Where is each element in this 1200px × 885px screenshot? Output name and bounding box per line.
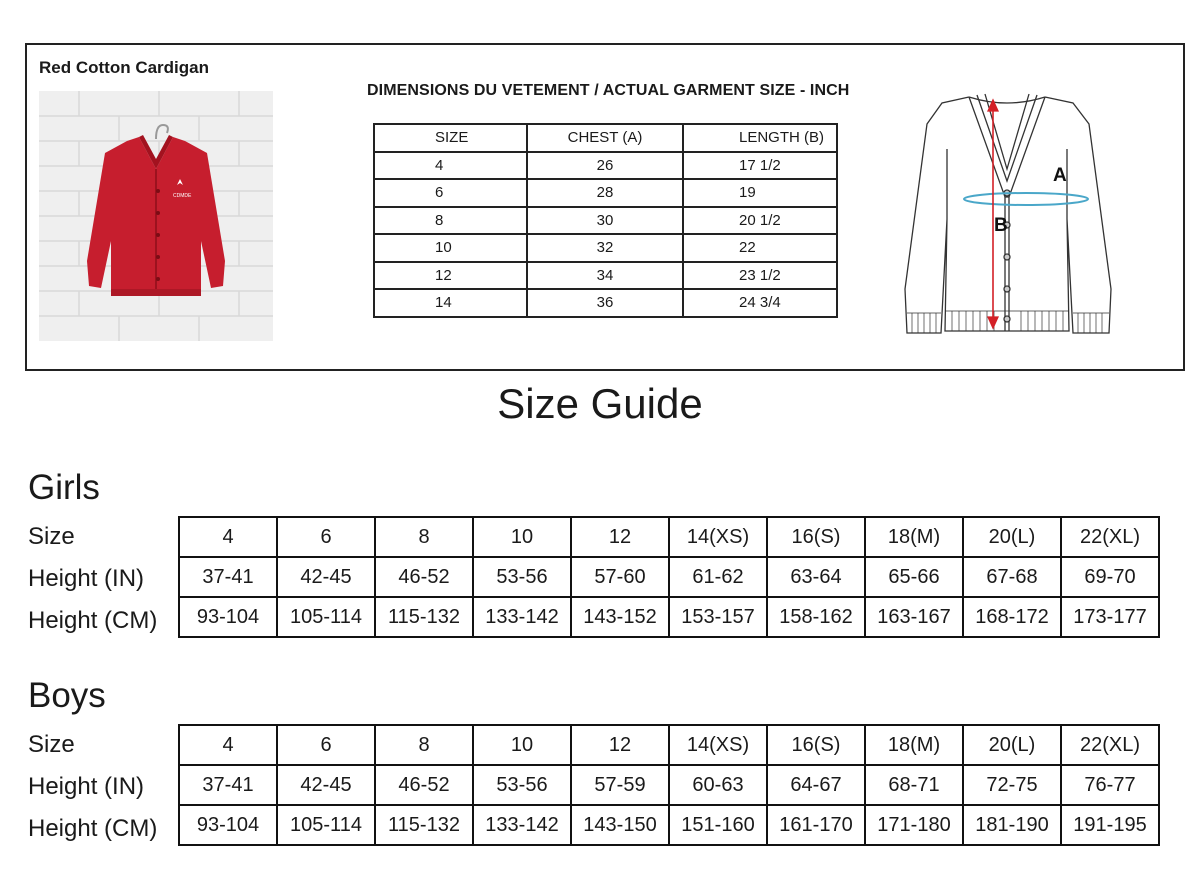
size-cell: 10 (473, 517, 571, 557)
table-row (179, 597, 1159, 637)
length-cell: 23 1/2 (683, 262, 837, 290)
length-cell: 19 (683, 179, 837, 207)
row-label-size: Size (28, 523, 75, 550)
size-cell: 18(M) (865, 517, 963, 557)
table-row (374, 152, 837, 180)
table-row (179, 725, 1159, 765)
height-in-cell: 57-59 (571, 765, 669, 805)
size-cell: 12 (571, 725, 669, 765)
label-a: A (1053, 165, 1067, 186)
height-cm-cell: 191-195 (1061, 805, 1159, 845)
height-cm-cell: 133-142 (473, 805, 571, 845)
cardigan-measurement-diagram (897, 89, 1117, 339)
row-label-height-in: Height (IN) (28, 565, 145, 592)
height-in-cell: 37-41 (179, 557, 277, 597)
table-row (374, 262, 837, 290)
size-cell: 12 (374, 262, 527, 290)
height-in-cell: 42-45 (277, 765, 375, 805)
height-cm-cell: 158-162 (767, 597, 865, 637)
chest-cell: 34 (527, 262, 683, 290)
height-in-cell: 53-56 (473, 557, 571, 597)
length-cell: 24 3/4 (683, 289, 837, 317)
label-b: B (994, 215, 1008, 236)
logo-text: CDMDE (173, 193, 192, 199)
height-cm-cell: 93-104 (179, 805, 277, 845)
height-in-cell: 63-64 (767, 557, 865, 597)
size-cell: 6 (277, 517, 375, 557)
size-cell: 8 (375, 517, 473, 557)
height-cm-cell: 133-142 (473, 597, 571, 637)
height-cm-cell: 153-157 (669, 597, 767, 637)
height-cm-cell: 168-172 (963, 597, 1061, 637)
size-cell: 20(L) (963, 517, 1061, 557)
height-in-cell: 68-71 (865, 765, 963, 805)
row-label-height-cm: Height (CM) (28, 607, 158, 634)
size-cell: 6 (374, 179, 527, 207)
height-in-cell: 37-41 (179, 765, 277, 805)
size-cell: 16(S) (767, 517, 865, 557)
table-row (179, 805, 1159, 845)
height-in-cell: 67-68 (963, 557, 1061, 597)
row-label-height-in: Height (IN) (28, 773, 145, 800)
chest-cell: 28 (527, 179, 683, 207)
height-in-cell: 76-77 (1061, 765, 1159, 805)
size-cell: 14(XS) (669, 725, 767, 765)
size-cell: 10 (473, 725, 571, 765)
height-cm-cell: 171-180 (865, 805, 963, 845)
height-cm-cell: 161-170 (767, 805, 865, 845)
table-row (179, 557, 1159, 597)
height-in-cell: 61-62 (669, 557, 767, 597)
height-cm-cell: 181-190 (963, 805, 1061, 845)
girls-size-table (178, 516, 1160, 638)
table-row (179, 517, 1159, 557)
height-cm-cell: 93-104 (179, 597, 277, 637)
column-header-chest: CHEST (A) (527, 124, 683, 152)
size-cell: 14(XS) (669, 517, 767, 557)
arrow-down-icon (988, 317, 998, 328)
height-in-cell: 46-52 (375, 765, 473, 805)
height-in-cell: 53-56 (473, 765, 571, 805)
column-header-size: SIZE (374, 124, 527, 152)
size-cell: 22(XL) (1061, 725, 1159, 765)
size-cell: 20(L) (963, 725, 1061, 765)
row-label-size: Size (28, 731, 75, 758)
garment-size-table (373, 123, 838, 318)
length-cell: 22 (683, 234, 837, 262)
product-photo (39, 91, 273, 341)
size-cell: 6 (277, 725, 375, 765)
table-row (374, 289, 837, 317)
garment-size-heading: DIMENSIONS DU VETEMENT / ACTUAL GARMENT SIZE - INCH (367, 82, 850, 99)
chest-cell: 26 (527, 152, 683, 180)
height-cm-cell: 105-114 (277, 597, 375, 637)
size-cell: 4 (179, 517, 277, 557)
table-row (374, 234, 837, 262)
height-in-cell: 57-60 (571, 557, 669, 597)
size-cell: 14 (374, 289, 527, 317)
length-cell: 20 1/2 (683, 207, 837, 235)
section-title-girls: Girls (28, 468, 100, 507)
boys-size-table (178, 724, 1160, 846)
section-title-boys: Boys (28, 676, 106, 715)
size-cell: 8 (375, 725, 473, 765)
size-cell: 18(M) (865, 725, 963, 765)
size-cell: 8 (374, 207, 527, 235)
size-cell: 22(XL) (1061, 517, 1159, 557)
chest-cell: 36 (527, 289, 683, 317)
chest-cell: 30 (527, 207, 683, 235)
row-label-height-cm: Height (CM) (28, 815, 158, 842)
height-cm-cell: 115-132 (375, 805, 473, 845)
size-cell: 10 (374, 234, 527, 262)
chest-cell: 32 (527, 234, 683, 262)
product-title: Red Cotton Cardigan (39, 58, 209, 77)
height-in-cell: 64-67 (767, 765, 865, 805)
height-in-cell: 42-45 (277, 557, 375, 597)
size-guide-title: Size Guide (497, 380, 703, 427)
height-cm-cell: 115-132 (375, 597, 473, 637)
table-row (374, 207, 837, 235)
size-cell: 4 (374, 152, 527, 180)
garment-info-box (25, 43, 1185, 371)
height-cm-cell: 143-150 (571, 805, 669, 845)
length-cell: 17 1/2 (683, 152, 837, 180)
table-header-row (374, 124, 837, 152)
height-cm-cell: 173-177 (1061, 597, 1159, 637)
height-cm-cell: 151-160 (669, 805, 767, 845)
height-cm-cell: 163-167 (865, 597, 963, 637)
height-in-cell: 72-75 (963, 765, 1061, 805)
size-cell: 16(S) (767, 725, 865, 765)
height-in-cell: 65-66 (865, 557, 963, 597)
size-cell: 12 (571, 517, 669, 557)
height-in-cell: 46-52 (375, 557, 473, 597)
height-cm-cell: 143-152 (571, 597, 669, 637)
table-row (374, 179, 837, 207)
height-in-cell: 69-70 (1061, 557, 1159, 597)
height-in-cell: 60-63 (669, 765, 767, 805)
height-cm-cell: 105-114 (277, 805, 375, 845)
size-cell: 4 (179, 725, 277, 765)
column-header-length: LENGTH (B) (683, 124, 837, 152)
chest-measurement-line (964, 193, 1088, 205)
table-row (179, 765, 1159, 805)
